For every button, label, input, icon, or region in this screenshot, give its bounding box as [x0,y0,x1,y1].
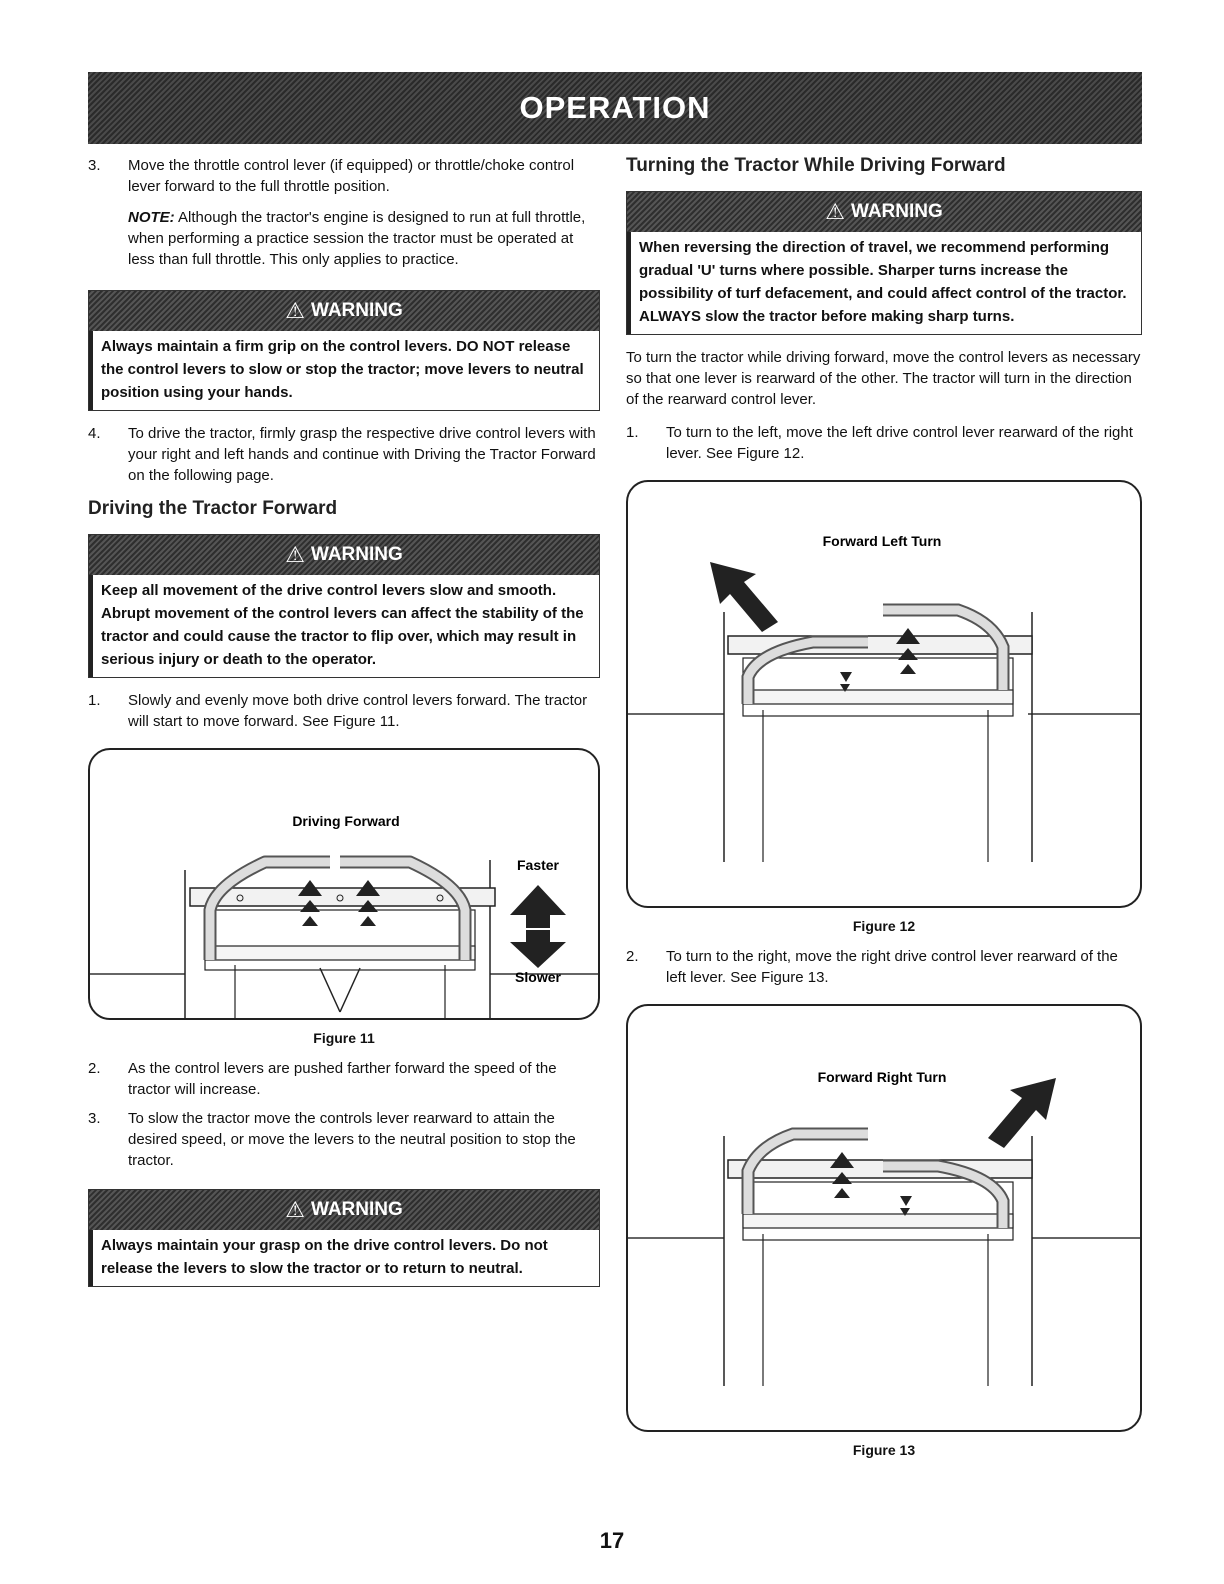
warning-box-grasp: ⚠ WARNING Always maintain your grasp on the drive control levers. Do not release the levers to slow the tractor or to return to neutral. [88,1189,600,1287]
page-number: 17 [599,1528,625,1553]
figure-13 [626,1004,1142,1432]
neutral-label [316,1017,364,1018]
warning-box-grip: ⚠ WARNING Always maintain a firm grip on the control levers. DO NOT release the control levers to slow or stop the tractor; move levers to neutral position using your hands. [88,290,600,411]
warning-box-smooth: ⚠ WARNING Keep all movement of the drive control levers slow and smooth. Abrupt movement of the control levers can affect the stability of the tractor and could cause the tractor to flip over, which may result in serious injury or death to the operator. [88,534,600,678]
figure-11 [88,748,600,1020]
driving-forward-diagram [90,750,600,1018]
figure-13-caption: Figure 13 [852,1442,916,1458]
figure-12-title: Forward Left Turn [822,533,942,549]
figure-11-caption: Figure 11 [313,1030,375,1046]
faster-label: Faster [516,857,560,873]
figure-11-title: Driving Forward [292,813,400,829]
heading-driving-forward: Driving the Tractor Forward [88,498,338,519]
step-2-right-turn: 2. To turn to the right, move the right drive control lever rearward of the left lever. See Figure 13. [626,948,1118,986]
warning-triangle-icon: ⚠ [285,298,305,323]
step-3-throttle: 3. Move the throttle control lever (if equipped) or throttle/choke control lever forward to the full throttle position. [88,157,575,195]
forward-right-turn-diagram [628,1006,1142,1430]
figure-12-caption: Figure 12 [852,918,916,934]
step-3-slow: 3. To slow the tractor move the controls lever rearward to attain the desired speed, or move the levers to the neutral position to stop the tractor. [88,1110,576,1169]
step-2-speed: 2. As the control levers are pushed farther forward the speed of the tractor will increase. [88,1060,557,1098]
step-4-drive: 4. To drive the tractor, firmly grasp the respective drive control levers with your right and left hands and continue with Driving the Tractor Forward on the following page. [88,425,596,484]
warning-triangle-icon: ⚠ [825,199,845,224]
warning-triangle-icon: ⚠ [285,542,305,567]
left-turn-arrow-icon [710,562,778,632]
right-turn-arrow-icon [988,1078,1056,1148]
step-1-left-turn: 1. To turn to the left, move the left drive control lever rearward of the right lever. See Figure 12. [626,424,1133,462]
warning-box-turns: ⚠ WARNING When reversing the direction of travel, we recommend performing gradual 'U' turns where possible. Sharper turns increase the possibility of turf defacement, and could affect control of the tractor. ALWAYS slow the tractor before making sharp turns. [626,191,1142,335]
warning-triangle-icon: ⚠ [285,1197,305,1222]
forward-left-turn-diagram [628,482,1142,906]
left-column [88,155,600,1299]
step-1-forward: 1. Slowly and evenly move both drive control levers forward. The tractor will start to move forward. See Figure 11. [88,692,588,730]
practice-note: NOTE: Although the tractor's engine is designed to run at full throttle, when performing a practice session the tractor must be operated at less than full throttle. This only applies to practice. [128,209,586,268]
section-title: OPERATION [519,90,711,125]
figure-13-title: Forward Right Turn [817,1069,947,1085]
faster-arrow-icon [510,885,566,928]
figure-12 [626,480,1142,908]
turning-intro: To turn the tractor while driving forward, move the control levers as necessary so that one lever is rearward of the other. The tractor will turn in the direction of the rearward control lever. [626,349,1141,408]
section-banner [88,72,1142,144]
slower-arrow-icon [510,930,566,968]
slower-label: Slower [515,969,561,985]
heading-turning: Turning the Tractor While Driving Forward [626,155,1006,176]
right-column [626,155,1142,1470]
